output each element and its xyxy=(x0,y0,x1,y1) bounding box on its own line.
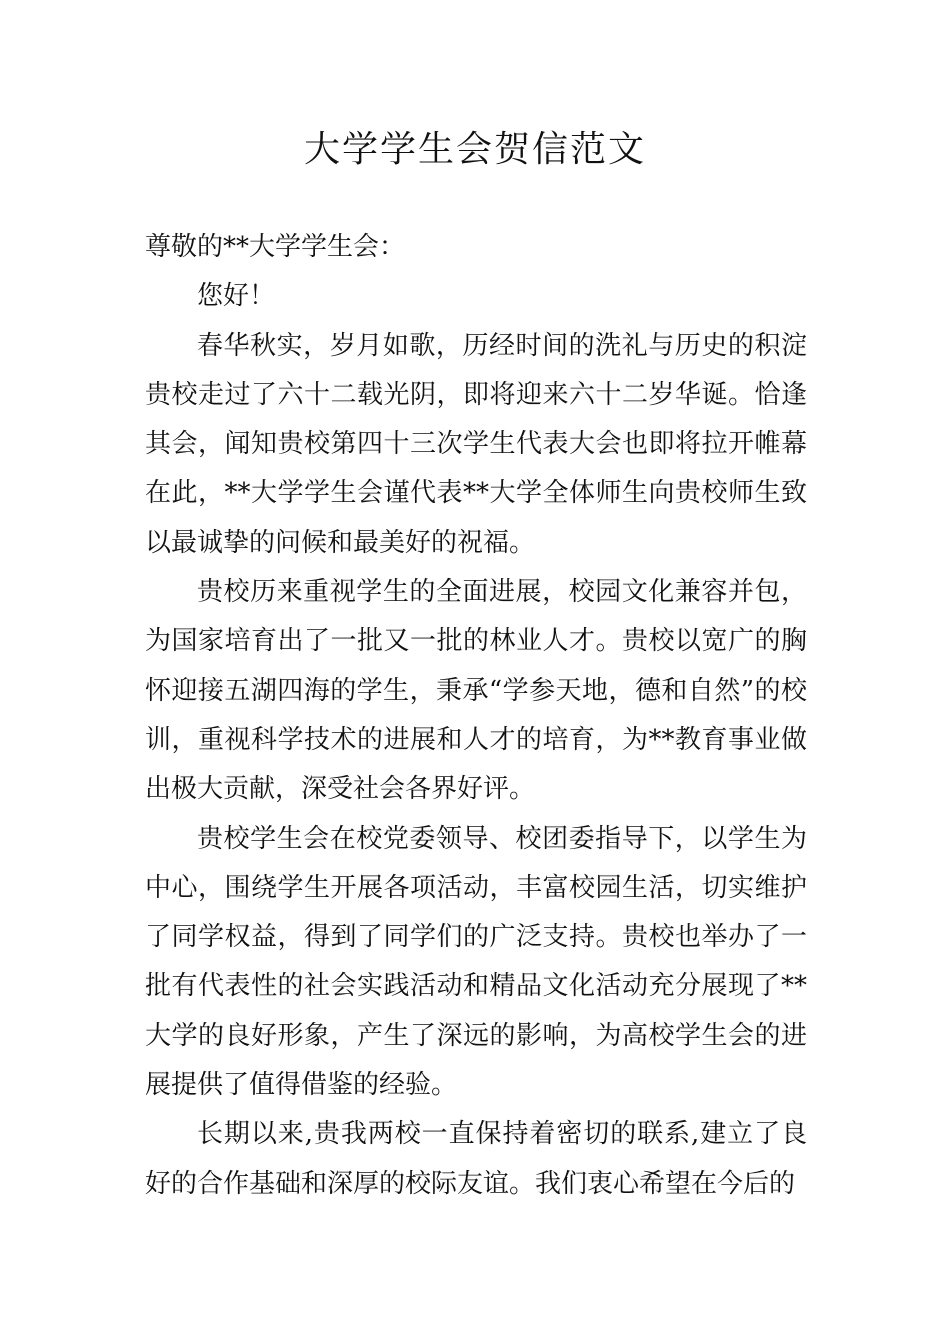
document-body xyxy=(145,223,807,1209)
paragraph-4: 长期以来,贵我两校一直保持着密切的联系,建立了良好的合作基础和深厚的校际友谊。我们衷心希望在今后的 xyxy=(145,1119,807,1199)
paragraph-1: 春华秋实，岁月如歌，历经时间的洗礼与历史的积淀贵校走过了六十二载光阴，即将迎来六十二岁华诞。恰逢其会，闻知贵校第四十三次学生代表大会也即将拉开帷幕在此，**大学学生会谨代表**大学全体师生向贵校师生致以最诚挚的问候和最美好的祝福。 xyxy=(145,330,807,558)
salutation: 尊敬的**大学学生会： xyxy=(145,232,406,262)
paragraph-2: 贵校历来重视学生的全面进展，校园文化兼容并包，为国家培育出了一批又一批的林业人才。贵校以宽广的胸怀迎接五湖四海的学生，秉承“学参天地，德和自然”的校训，重视科学技术的进展和人才的培育，为**教育事业做出极大贡献，深受社会各界好评。 xyxy=(145,577,807,805)
document-title: 大学学生会贺信范文 xyxy=(303,129,646,170)
greeting: 您好！ xyxy=(197,281,276,312)
paragraph-3: 贵校学生会在校党委领导、校团委指导下，以学生为中心，围绕学生开展各项活动，丰富校园生活，切实维护了同学权益，得到了同学们的广泛支持。贵校也举办了一批有代表性的社会实践活动和精品文化活动充分展现了**大学的良好形象，产生了深远的影响，为高校学生会的进展提供了值得借鉴的经验。 xyxy=(145,823,807,1101)
